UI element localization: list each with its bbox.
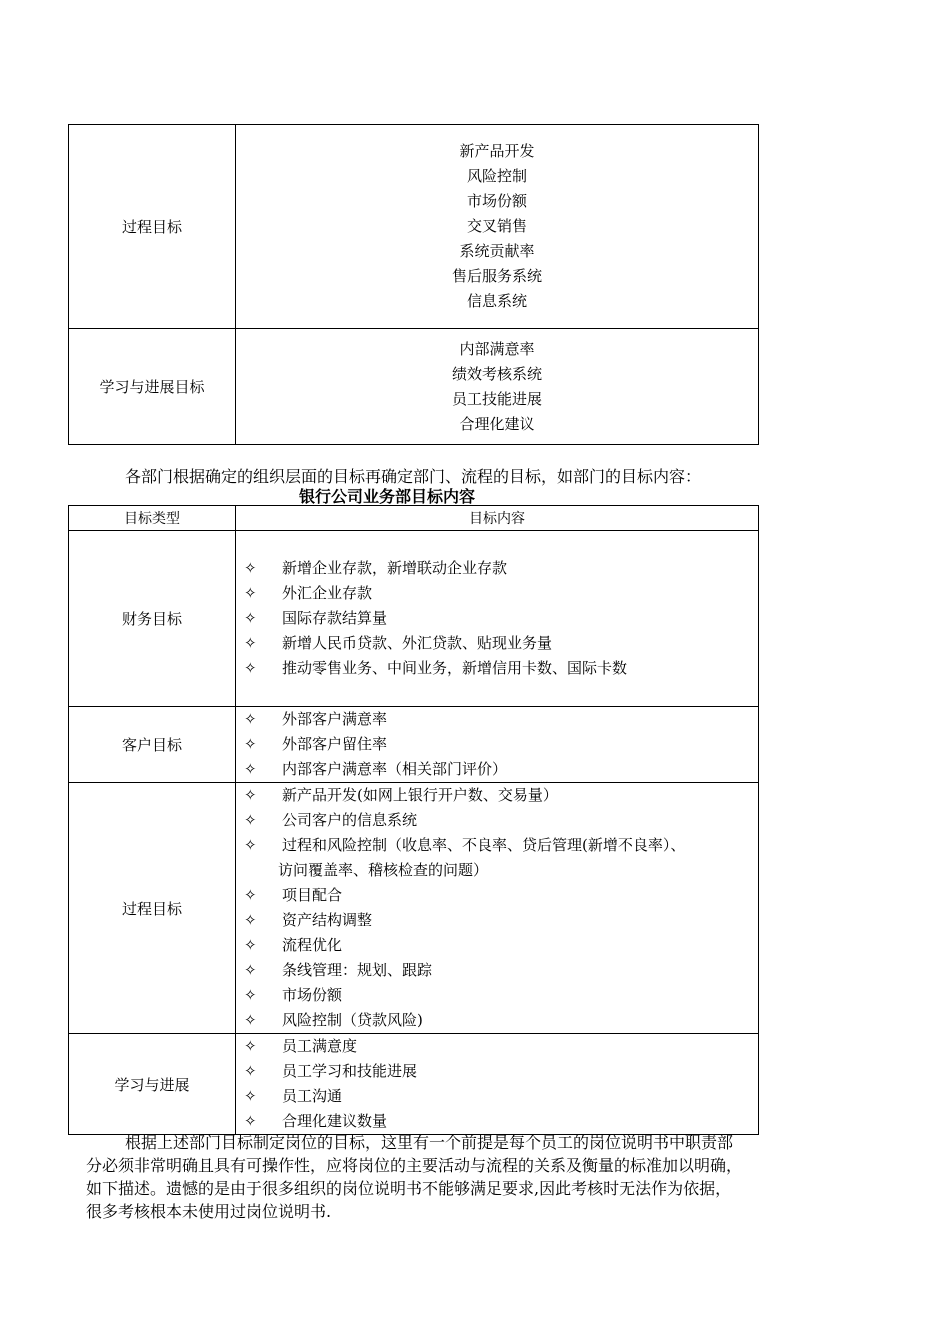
paragraph-line: 很多考核根本未使用过岗位说明书. (86, 1202, 332, 1221)
list-item: ✧ 新产品开发(如网上银行开户数、交易量） (236, 783, 758, 808)
list-item: ✧ 公司客户的信息系统 (236, 808, 758, 833)
goals-table-top (68, 124, 759, 445)
list-item: ✧ 员工学习和技能进展 (236, 1059, 758, 1084)
diamond-bullet-icon: ✧ (244, 760, 257, 778)
list-item: ✧ 员工沟通 (236, 1084, 758, 1109)
diamond-bullet-icon: ✧ (244, 659, 257, 677)
row-content (236, 531, 759, 707)
table-row (69, 329, 759, 445)
table-row (69, 783, 759, 1034)
row-label: 过程目标 (69, 783, 236, 1034)
diamond-bullet-icon: ✧ (244, 609, 257, 627)
list-item: 新产品开发 (459, 142, 535, 160)
row-label: 财务目标 (69, 531, 236, 707)
list-item: ✧ 内部客户满意率（相关部门评价） (236, 757, 758, 782)
table-row (69, 531, 759, 707)
diamond-bullet-icon: ✧ (244, 1112, 257, 1130)
intro-paragraph: 各部门根据确定的组织层面的目标再确定部门、流程的目标，如部门的目标内容： (125, 467, 702, 486)
list-item: ✧ 流程优化 (236, 933, 758, 958)
diamond-bullet-icon: ✧ (244, 986, 257, 1004)
list-item: ✧ 市场份额 (236, 983, 758, 1008)
list-item: ✧ 外汇企业存款 (236, 581, 758, 606)
list-item: ✧ 资产结构调整 (236, 908, 758, 933)
list-item: ✧ 推动零售业务、中间业务，新增信用卡数、国际卡数 (236, 656, 758, 681)
list-item: 售后服务系统 (451, 267, 542, 285)
department-goals-table (68, 505, 759, 1135)
paragraph-line: 分必须非常明确且具有可操作性，应将岗位的主要活动与流程的关系及衡量的标准加以明确， (86, 1156, 743, 1175)
diamond-bullet-icon: ✧ (244, 786, 257, 804)
row-content (236, 1034, 759, 1135)
diamond-bullet-icon: ✧ (244, 710, 257, 728)
table-row (69, 707, 759, 783)
row-content (236, 783, 759, 1034)
list-item: 员工技能进展 (451, 389, 542, 408)
list-item: ✧ 风险控制（贷款风险) (236, 1008, 758, 1033)
row-label: 客户目标 (69, 707, 236, 783)
list-item-continuation: 访问覆盖率、稽核检查的问题） (278, 861, 489, 879)
header-content: 目标内容 (236, 506, 759, 531)
diamond-bullet-icon: ✧ (244, 1037, 257, 1055)
diamond-bullet-icon: ✧ (244, 1011, 257, 1029)
table-header-row (69, 506, 759, 531)
list-item: ✧ 合理化建议数量 (236, 1109, 758, 1134)
diamond-bullet-icon: ✧ (244, 559, 257, 577)
table-row (69, 125, 759, 329)
list-item: 市场份额 (466, 192, 527, 210)
list-item: ✧ 条线管理：规划、跟踪 (236, 958, 758, 983)
table-row (69, 1034, 759, 1135)
diamond-bullet-icon: ✧ (244, 836, 257, 854)
paragraph-line: 如下描述。遗憾的是由于很多组织的岗位说明书不能够满足要求,因此考核时无法作为依据， (86, 1179, 732, 1198)
diamond-bullet-icon: ✧ (244, 1062, 257, 1080)
row-label: 学习与进展目标 (69, 329, 236, 445)
list-item: 信息系统 (466, 292, 527, 310)
paragraph-line: 根据上述部门目标制定岗位的目标，这里有一个前提是每个员工的岗位说明书中职责部 (125, 1133, 734, 1152)
table-title: 银行公司业务部目标内容 (299, 489, 476, 506)
list-item: 风险控制 (466, 167, 527, 185)
list-item: ✧ 过程和风险控制（收息率、不良率、贷后管理(新增不良率）、 (236, 833, 758, 858)
list-item: ✧ 外部客户留住率 (236, 732, 758, 757)
header-type: 目标类型 (69, 506, 236, 531)
list-item: ✧ 新增人民币贷款、外汇贷款、贴现业务量 (236, 631, 758, 656)
list-item: 交叉销售 (466, 217, 527, 235)
diamond-bullet-icon: ✧ (244, 961, 257, 979)
diamond-bullet-icon: ✧ (244, 735, 257, 753)
list-item: ✧ 员工满意度 (236, 1034, 758, 1059)
row-content (236, 707, 759, 783)
row-content (236, 125, 759, 329)
row-label: 学习与进展 (69, 1034, 236, 1135)
list-item: 系统贡献率 (459, 242, 535, 260)
diamond-bullet-icon: ✧ (244, 634, 257, 652)
diamond-bullet-icon: ✧ (244, 584, 257, 602)
list-item: ✧ 外部客户满意率 (236, 707, 758, 732)
list-item: 内部满意率 (459, 339, 535, 358)
diamond-bullet-icon: ✧ (244, 936, 257, 954)
list-item: ✧ 项目配合 (236, 883, 758, 908)
row-content (236, 329, 759, 445)
diamond-bullet-icon: ✧ (244, 911, 257, 929)
list-item: 绩效考核系统 (451, 364, 542, 383)
list-item: 合理化建议 (459, 414, 535, 433)
diamond-bullet-icon: ✧ (244, 886, 257, 904)
list-item: ✧ 新增企业存款，新增联动企业存款 (236, 556, 758, 581)
diamond-bullet-icon: ✧ (244, 811, 257, 829)
list-item: ✧ 国际存款结算量 (236, 606, 758, 631)
row-label: 过程目标 (69, 125, 236, 329)
diamond-bullet-icon: ✧ (244, 1087, 257, 1105)
